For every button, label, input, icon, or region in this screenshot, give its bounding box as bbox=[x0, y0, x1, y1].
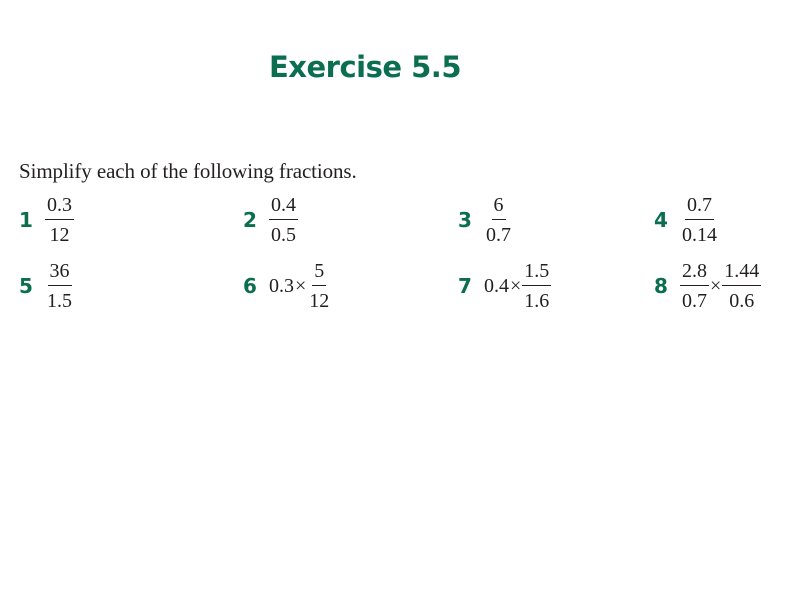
whole-number: 0.3 bbox=[269, 274, 294, 297]
question-5 bbox=[19, 256, 74, 316]
denominator: 1.6 bbox=[524, 290, 550, 312]
fraction bbox=[45, 194, 74, 246]
denominator: 0.7 bbox=[682, 290, 707, 312]
question-number: 6 bbox=[243, 274, 257, 298]
numerator: 1.44 bbox=[722, 260, 761, 286]
fraction bbox=[269, 194, 298, 246]
denominator: 0.5 bbox=[271, 224, 296, 246]
question-number: 7 bbox=[458, 274, 472, 298]
numerator: 0.7 bbox=[685, 194, 714, 220]
denominator: 12 bbox=[49, 224, 70, 246]
question-number: 5 bbox=[19, 274, 33, 298]
denominator: 0.14 bbox=[682, 224, 717, 246]
numerator: 2.8 bbox=[680, 260, 709, 286]
denominator: 0.6 bbox=[729, 290, 755, 312]
question-7 bbox=[458, 256, 551, 316]
denominator: 12 bbox=[309, 290, 330, 312]
question-number: 1 bbox=[19, 208, 33, 232]
whole-number: 0.4 bbox=[484, 274, 509, 297]
numerator: 36 bbox=[48, 260, 72, 286]
exercise-title: Exercise 5.5 bbox=[268, 50, 461, 84]
multiply-sign: × bbox=[295, 274, 307, 297]
question-8 bbox=[654, 256, 761, 316]
question-4 bbox=[654, 190, 719, 250]
fraction bbox=[484, 194, 513, 246]
instruction-text: Simplify each of the following fractions. bbox=[19, 159, 357, 183]
question-number: 4 bbox=[654, 208, 668, 232]
numerator: 5 bbox=[312, 260, 326, 286]
question-2 bbox=[243, 190, 298, 250]
question-6 bbox=[243, 256, 331, 316]
question-3 bbox=[458, 190, 513, 250]
fraction bbox=[307, 260, 331, 312]
numerator: 0.4 bbox=[269, 194, 298, 220]
denominator: 0.7 bbox=[486, 224, 511, 246]
denominator: 1.5 bbox=[47, 290, 72, 312]
fraction bbox=[680, 260, 709, 312]
question-number: 3 bbox=[458, 208, 472, 232]
question-number: 8 bbox=[654, 274, 668, 298]
numerator: 6 bbox=[492, 194, 506, 220]
fraction bbox=[680, 194, 719, 246]
multiply-sign: × bbox=[710, 274, 722, 297]
fraction bbox=[722, 260, 761, 312]
question-number: 2 bbox=[243, 208, 257, 232]
numerator: 1.5 bbox=[522, 260, 551, 286]
multiply-sign: × bbox=[510, 274, 522, 297]
numerator: 0.3 bbox=[45, 194, 74, 220]
question-1 bbox=[19, 190, 74, 250]
fraction bbox=[522, 260, 551, 312]
fraction bbox=[45, 260, 74, 312]
